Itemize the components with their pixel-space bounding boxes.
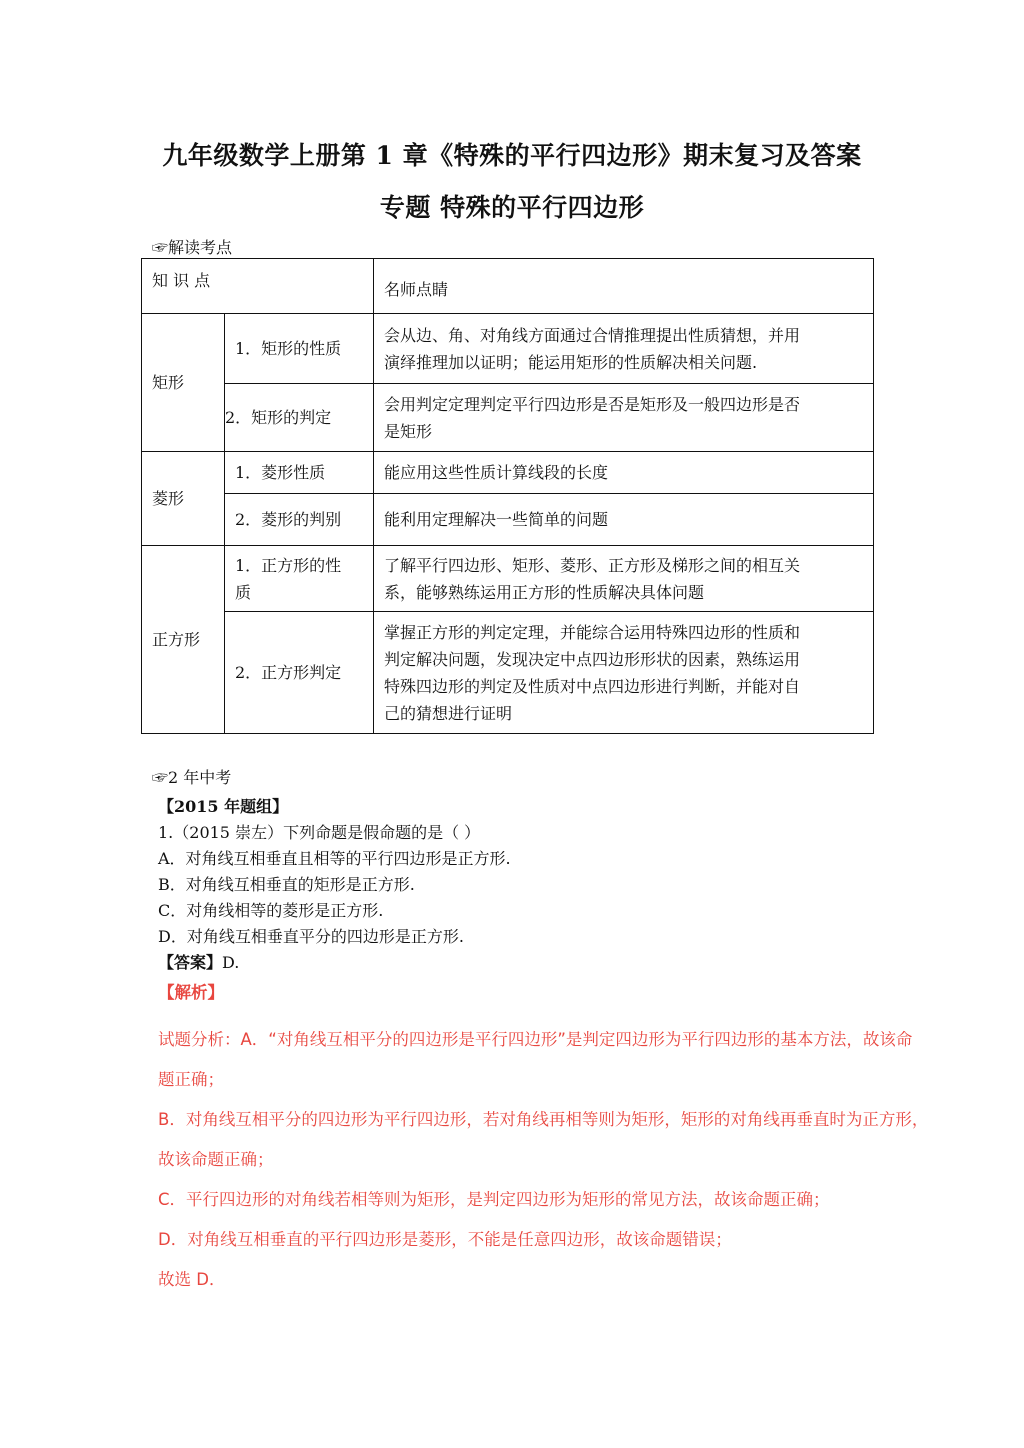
table-row bbox=[142, 546, 874, 612]
item-label: 1．菱形性质 bbox=[225, 452, 374, 494]
question-stem: 1.（2015 崇左）下列命题是假命题的是（ ） bbox=[158, 823, 481, 842]
option-b: B．对角线互相垂直的矩形是正方形. bbox=[158, 875, 415, 894]
category-rectangle: 矩形 bbox=[142, 314, 225, 452]
analysis-line: C．平行四边形的对角线若相等则为矩形，是判定四边形为矩形的常见方法，故该命题正确； bbox=[158, 1190, 830, 1209]
item-label: 1．矩形的性质 bbox=[225, 314, 374, 384]
item-description: 能应用这些性质计算线段的长度 bbox=[374, 452, 874, 494]
section-heading-exams: ☞2 年中考 bbox=[152, 768, 232, 787]
table-header-tips: 名师点睛 bbox=[374, 259, 874, 314]
item-description: 掌握正方形的判定定理，并能综合运用特殊四边形的性质和 判定解决问题，发现决定中点四边形形状的因素，熟练运用 特殊四边形的判定及性质对中点四边形进行判断，并能对自 己的猜想进行证明 bbox=[374, 612, 874, 734]
document-subtitle: 专题 特殊的平行四边形 bbox=[379, 193, 645, 222]
analysis-label: 【解析】 bbox=[158, 983, 224, 1002]
table-row bbox=[142, 612, 874, 734]
analysis-line: 题正确； bbox=[158, 1070, 224, 1089]
analysis-line: D．对角线互相垂直的平行四边形是菱形，不能是任意四边形，故该命题错误； bbox=[158, 1230, 732, 1249]
category-square: 正方形 bbox=[142, 546, 225, 734]
knowledge-points-table bbox=[141, 258, 874, 734]
option-a: A．对角线互相垂直且相等的平行四边形是正方形. bbox=[158, 849, 511, 868]
section-heading-key-points: ☞解读考点 bbox=[152, 238, 233, 257]
answer-line: 【答案】D. bbox=[158, 953, 240, 972]
table-row bbox=[142, 494, 874, 546]
category-rhombus: 菱形 bbox=[142, 452, 225, 546]
item-label: 2．矩形的判定 bbox=[225, 384, 374, 452]
question-group-label: 【2015 年题组】 bbox=[158, 797, 289, 816]
item-label: 1．正方形的性 质 bbox=[225, 546, 374, 612]
question-block bbox=[158, 794, 878, 976]
answer-value: D. bbox=[222, 953, 240, 972]
item-description: 会从边、角、对角线方面通过合情推理提出性质猜想，并用 演绎推理加以证明；能运用矩形的性质解决相关问题. bbox=[374, 314, 874, 384]
analysis-line: 故选 D． bbox=[158, 1270, 226, 1289]
document-title: 九年级数学上册第 1 章《特殊的平行四边形》期末复习及答案 bbox=[162, 141, 862, 170]
analysis-line: B．对角线互相平分的四边形为平行四边形，若对角线再相等则为矩形，矩形的对角线再垂直时为正方形， bbox=[158, 1110, 929, 1129]
table-row bbox=[142, 314, 874, 384]
item-description: 能利用定理解决一些简单的问题 bbox=[374, 494, 874, 546]
analysis-block bbox=[158, 978, 968, 1300]
analysis-line: 试题分析：A．“对角线互相平分的四边形是平行四边形”是判定四边形为平行四边形的基本方法，故该命 bbox=[158, 1030, 913, 1049]
option-d: D．对角线互相垂直平分的四边形是正方形. bbox=[158, 927, 464, 946]
table-row bbox=[142, 452, 874, 494]
option-c: C．对角线相等的菱形是正方形. bbox=[158, 901, 384, 920]
analysis-line: 故该命题正确； bbox=[158, 1150, 274, 1169]
item-description: 了解平行四边形、矩形、菱形、正方形及梯形之间的相互关 系，能够熟练运用正方形的性质解决具体问题 bbox=[374, 546, 874, 612]
table-row bbox=[142, 384, 874, 452]
item-label: 2．菱形的判别 bbox=[225, 494, 374, 546]
table-header-knowledge: 知 识 点 bbox=[142, 259, 374, 314]
item-label: 2．正方形判定 bbox=[225, 612, 374, 734]
item-description: 会用判定定理判定平行四边形是否是矩形及一般四边形是否 是矩形 bbox=[374, 384, 874, 452]
